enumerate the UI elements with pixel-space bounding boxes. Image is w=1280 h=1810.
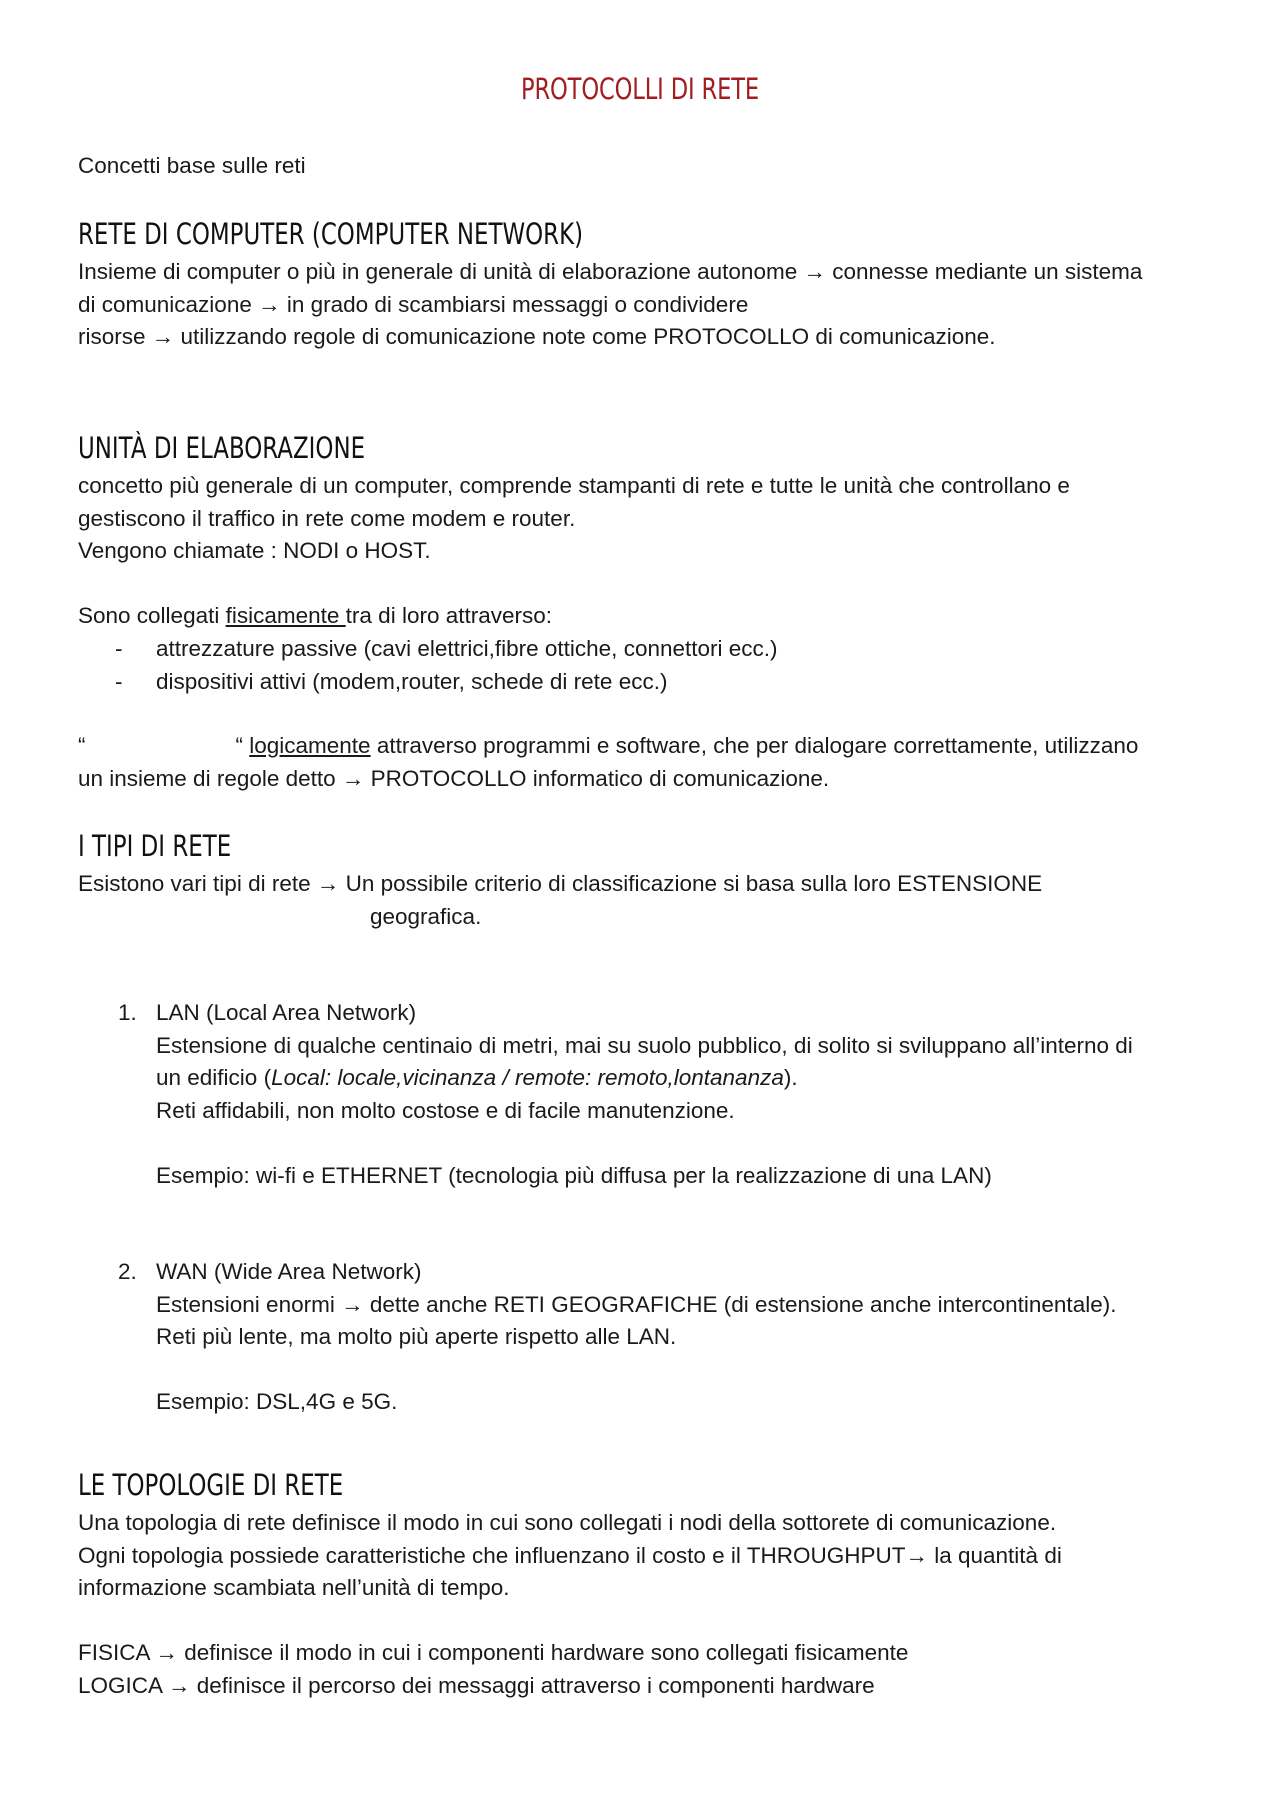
text-line: geografica.	[370, 903, 482, 929]
paragraph-fisica-logica	[78, 1637, 1210, 1702]
text-line: informazione scambiata nell’unità di tempo.	[78, 1575, 510, 1600]
list-item-body	[156, 997, 1210, 1192]
text-line-logica: LOGICA → definisce il percorso dei messaggi attraverso i componenti hardware	[78, 1672, 875, 1698]
text-fragment: Sono collegati	[78, 603, 226, 628]
text-line: gestiscono il traffico in rete come modem e router.	[78, 505, 576, 531]
heading-topologie-di-rete: LE TOPOLOGIE DI RETE	[78, 1468, 344, 1502]
list-item-text: dispositivi attivi (modem,router, schede di rete ecc.)	[156, 668, 668, 694]
text-line: risorse → utilizzando regole di comunicazione note come PROTOCOLLO di comunicazione.	[78, 324, 996, 349]
text-line: Estensione di qualche centinaio di metri, mai su suolo pubblico, di solito si sviluppano all’interno di	[156, 1032, 1133, 1058]
wan-example: Esempio: DSL,4G e 5G.	[156, 1389, 398, 1414]
paragraph-collegati-logicamente	[78, 730, 1210, 795]
text-line: di comunicazione → in grado di scambiarsi messaggi o condividere	[78, 291, 749, 317]
lan-title: LAN (Local Area Network)	[156, 1000, 417, 1025]
dash-bullet: -	[115, 668, 123, 694]
wan-title: WAN (Wide Area Network)	[156, 1259, 422, 1284]
list-item	[78, 666, 778, 699]
list-item-wan	[78, 1256, 1210, 1419]
text-line: Vengono chiamate : NODI o HOST.	[78, 538, 431, 563]
lan-example: Esempio: wi-fi e ETHERNET (tecnologia più diffusa per la realizzazione di una LAN)	[156, 1162, 992, 1188]
text-line: Una topologia di rete definisce il modo in cui sono collegati i nodi della sottorete di comunicazione.	[78, 1510, 1057, 1535]
page-title: PROTOCOLLI DI RETE	[520, 72, 760, 106]
dash-bullet: -	[115, 636, 123, 661]
heading-unita-di-elaborazione: UNITÀ DI ELABORAZIONE	[78, 431, 366, 465]
list-item-text: attrezzature passive (cavi elettrici,fibre ottiche, connettori ecc.)	[156, 636, 778, 661]
text-line: Reti affidabili, non molto costose e di facile manutenzione.	[156, 1097, 735, 1123]
list-item-body	[156, 1256, 1210, 1419]
text-fragment: ).	[783, 1065, 798, 1090]
text-line: concetto più generale di un computer, comprende stampanti di rete e tutte le unità che controllano e	[78, 473, 1070, 498]
text-line: Ogni topologia possiede caratteristiche che influenzano il costo e il THROUGHPUT→ la quantità di	[78, 1542, 1062, 1568]
paragraph-unita-di-elaborazione	[78, 470, 1210, 568]
paragraph-rete-di-computer	[78, 256, 1210, 354]
text-line	[78, 730, 1210, 763]
dash-list-connections	[78, 633, 778, 698]
italic-text: Local: locale,vicinanza / remote: remoto,lontananza	[271, 1065, 784, 1090]
text-fragment: tra di loro attraverso:	[345, 603, 553, 628]
text-line: Reti più lente, ma molto più aperte rispetto alle LAN.	[156, 1324, 677, 1349]
spacer	[156, 1127, 1210, 1160]
list-number: 2.	[118, 1259, 137, 1284]
paragraph-topologie	[78, 1507, 1210, 1605]
text-fragment: attraverso programmi e software, che per dialogare correttamente, utilizzano	[370, 733, 1139, 758]
spacer	[156, 1354, 1210, 1387]
text-fragment: un edificio (	[156, 1065, 272, 1090]
list-item-lan	[78, 997, 1210, 1192]
list-item	[78, 633, 778, 666]
text-line: un insieme di regole detto → PROTOCOLLO informatico di comunicazione.	[78, 765, 830, 791]
paragraph-tipi-di-rete	[78, 868, 1210, 933]
underlined-logicamente: logicamente	[249, 733, 371, 758]
paragraph-collegati-fisicamente	[78, 600, 1210, 633]
text-line	[156, 1062, 1210, 1095]
heading-rete-di-computer: RETE DI COMPUTER (COMPUTER NETWORK)	[78, 217, 584, 251]
list-number: 1.	[118, 1000, 137, 1025]
text-line: Esistono vari tipi di rete → Un possibile criterio di classificazione si basa sulla loro ESTENSIONE	[78, 871, 1043, 896]
open-quote: “	[78, 733, 86, 758]
text-line-fisica: FISICA → definisce il modo in cui i componenti hardware sono collegati fisicamente	[78, 1640, 909, 1665]
subtitle: Concetti base sulle reti	[78, 153, 306, 178]
close-quote: “	[235, 733, 250, 758]
heading-tipi-di-rete: I TIPI DI RETE	[78, 829, 232, 863]
text-line: Estensioni enormi → dette anche RETI GEOGRAFICHE (di estensione anche intercontinentale).	[156, 1291, 1117, 1317]
underlined-fisicamente: fisicamente	[225, 603, 346, 628]
text-line: Insieme di computer o più in generale di unità di elaborazione autonome → connesse mediante un sistema	[78, 259, 1143, 284]
